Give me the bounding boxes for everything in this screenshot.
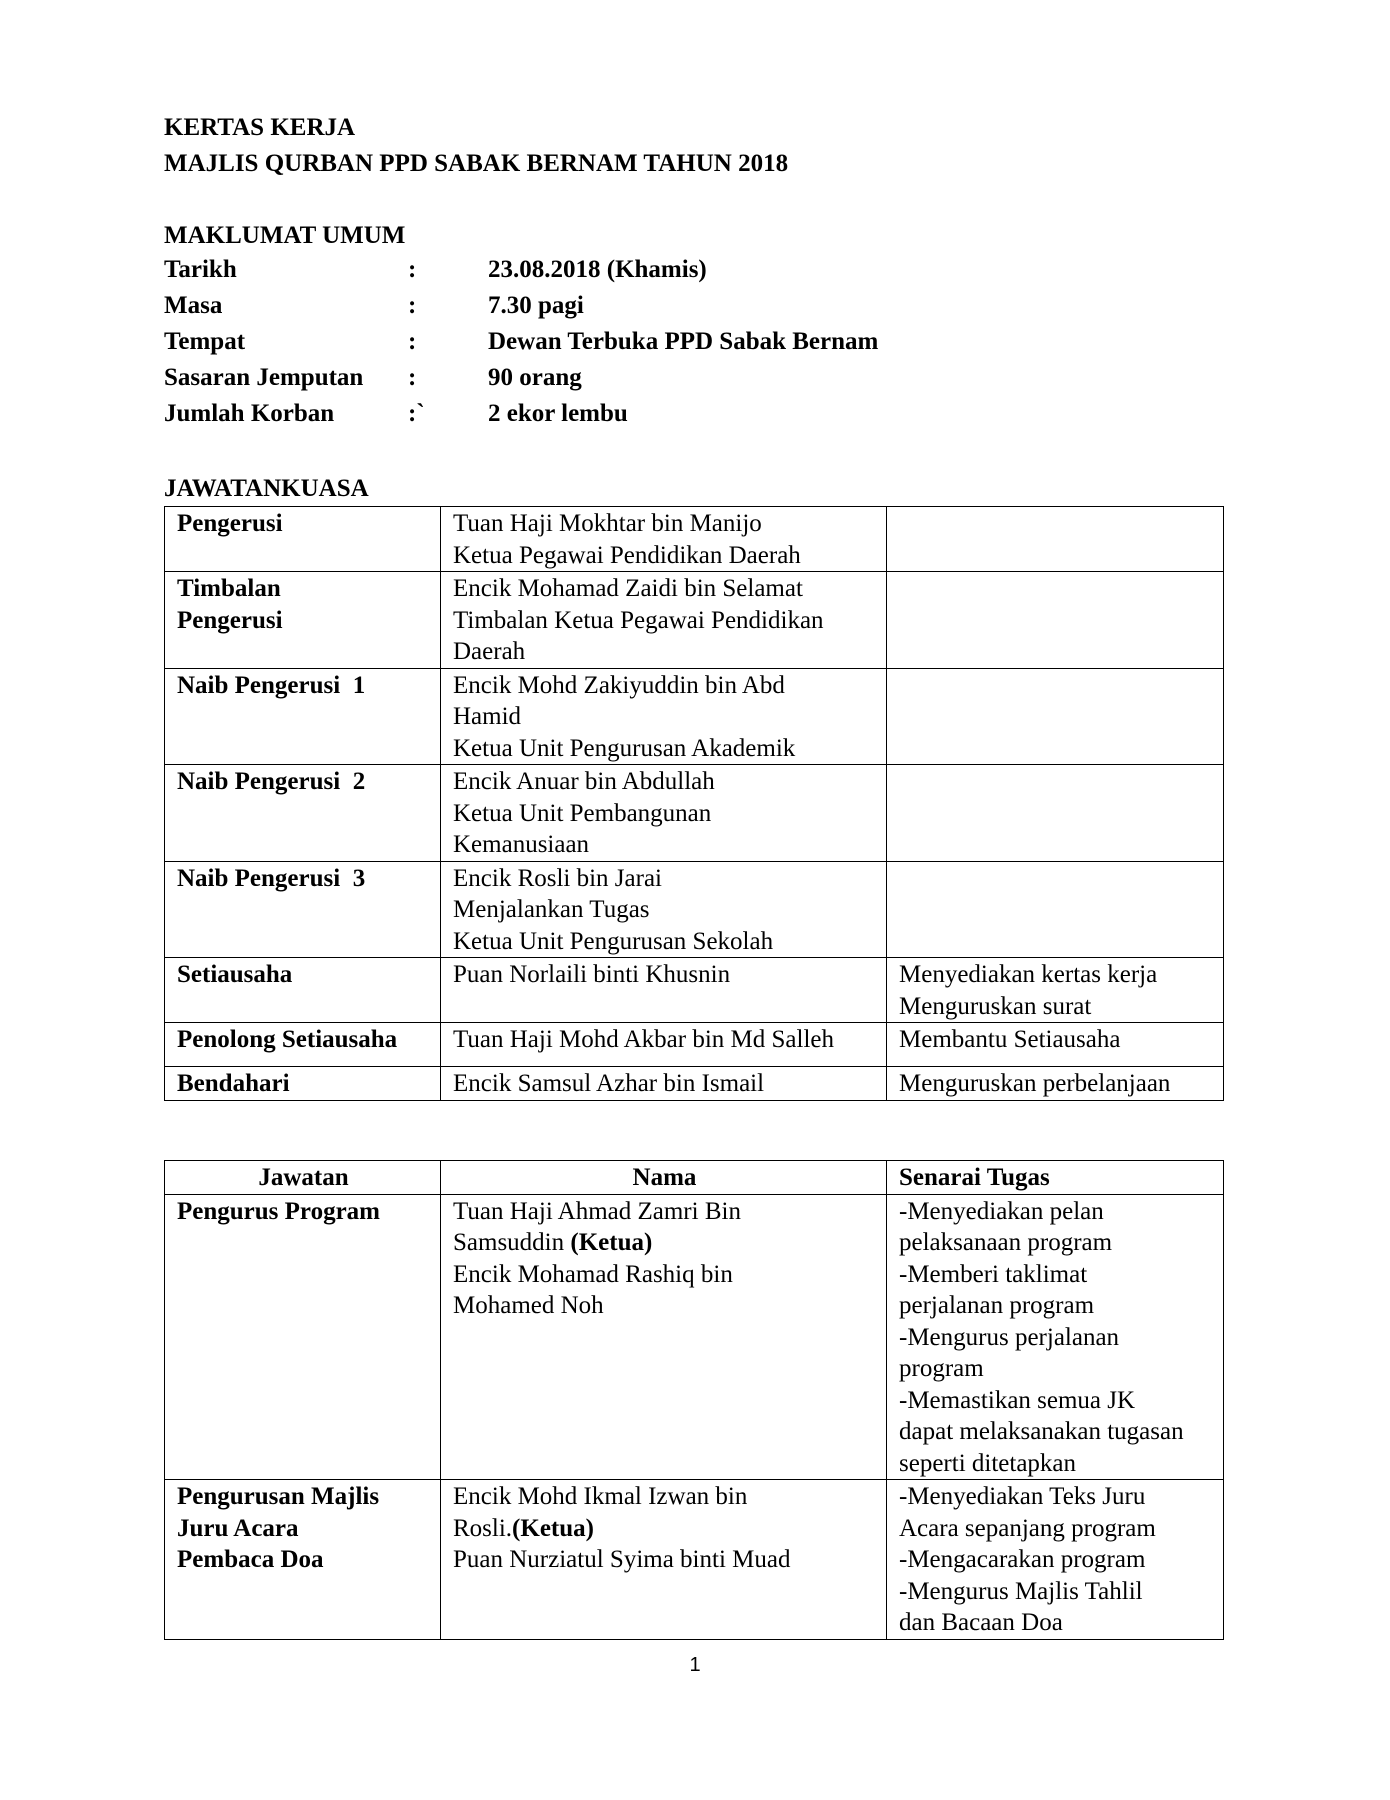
duty-line: -Mengacarakan program xyxy=(899,1546,1146,1573)
duty-line: -Memastikan semua JK xyxy=(899,1386,1136,1414)
role-line: Bendahari xyxy=(177,1070,290,1097)
name-text: Encik Mohamad Rashiq bin xyxy=(453,1260,733,1288)
duty-line: seperti ditetapkan xyxy=(899,1449,1077,1477)
name-line xyxy=(453,1513,876,1545)
committee-row xyxy=(165,765,1224,862)
role-line: Pengurus Program xyxy=(177,1197,380,1225)
name-line xyxy=(453,1544,876,1576)
name-line: Ketua Unit Pengurusan Akademik xyxy=(453,734,796,762)
page-number: 1 xyxy=(689,1654,701,1676)
name-line xyxy=(453,1227,876,1259)
duty-line: Menguruskan perbelanjaan xyxy=(899,1070,1171,1097)
committee-duty xyxy=(887,507,1224,572)
committee-name xyxy=(441,668,887,765)
role-line: Pengerusi xyxy=(177,606,283,634)
committee-table xyxy=(164,506,1224,1101)
name-line: Tuan Haji Mokhtar bin Manijo xyxy=(453,510,762,537)
duty-line: dapat melaksanakan tugasan xyxy=(899,1418,1184,1445)
role-line: Juru Acara xyxy=(177,1514,299,1542)
committee-row xyxy=(165,572,1224,669)
name-text: Tuan Haji Ahmad Zamri Bin xyxy=(453,1197,741,1225)
header-senarai-tugas: Senarai Tugas xyxy=(887,1161,1224,1195)
committee-role xyxy=(165,958,441,1023)
duty-line: dan Bacaan Doa xyxy=(899,1609,1063,1636)
info-value: 23.08.2018 (Khamis) xyxy=(488,256,707,283)
role-line: Naib Pengerusi 2 xyxy=(177,768,366,795)
committee-name xyxy=(441,958,887,1023)
committee-duty xyxy=(887,1023,1224,1067)
duty-line: pelaksanaan program xyxy=(899,1229,1113,1256)
name-line: Daerah xyxy=(453,638,526,665)
role-line: Pembaca Doa xyxy=(177,1546,324,1573)
committee-role xyxy=(165,572,441,669)
tasks-name xyxy=(441,1194,887,1480)
duty-line: -Mengurus Majlis Tahlil xyxy=(899,1577,1143,1605)
name-line: Encik Rosli bin Jarai xyxy=(453,864,662,892)
committee-duty xyxy=(887,765,1224,862)
info-row xyxy=(164,291,878,327)
general-info-table xyxy=(164,255,878,435)
info-row xyxy=(164,327,878,363)
committee-role xyxy=(165,507,441,572)
committee-duty xyxy=(887,861,1224,958)
tasks-name xyxy=(441,1480,887,1640)
info-value: 7.30 pagi xyxy=(488,292,584,319)
name-line: Tuan Haji Mohd Akbar bin Md Salleh xyxy=(453,1026,835,1053)
role-line: Timbalan xyxy=(177,575,281,602)
name-line: Encik Mohamad Zaidi bin Selamat xyxy=(453,575,803,602)
info-value: 90 orang xyxy=(488,364,582,391)
committee-role xyxy=(165,1067,441,1101)
duty-line: -Menyediakan pelan xyxy=(899,1197,1104,1225)
committee-duty xyxy=(887,572,1224,669)
header-nama: Nama xyxy=(441,1161,887,1195)
name-text: Puan Nurziatul Syima binti Muad xyxy=(453,1546,791,1573)
info-colon: :` xyxy=(408,400,425,427)
committee-row xyxy=(165,1067,1224,1101)
info-label: Tempat xyxy=(164,328,246,355)
tasks-header-row xyxy=(165,1161,1224,1195)
name-line: Encik Samsul Azhar bin Ismail xyxy=(453,1070,765,1097)
name-line: Encik Mohd Zakiyuddin bin Abd xyxy=(453,671,785,699)
tasks-role xyxy=(165,1194,441,1480)
committee-name xyxy=(441,1067,887,1101)
committee-role xyxy=(165,1023,441,1067)
ketua-label: (Ketua) xyxy=(512,1514,594,1542)
duty-line: -Menyediakan Teks Juru xyxy=(899,1483,1146,1510)
committee-name xyxy=(441,1023,887,1067)
role-line: Naib Pengerusi 3 xyxy=(177,864,366,892)
name-line xyxy=(453,1481,876,1513)
committee-name xyxy=(441,572,887,669)
name-line: Encik Anuar bin Abdullah xyxy=(453,768,715,795)
duty-line: -Mengurus perjalanan xyxy=(899,1323,1120,1351)
role-line: Setiausaha xyxy=(177,961,293,988)
info-row xyxy=(164,399,878,435)
general-info-heading: MAKLUMAT UMUM xyxy=(164,222,406,249)
name-text: Mohamed Noh xyxy=(453,1292,604,1319)
duty-line: Menguruskan surat xyxy=(899,992,1092,1020)
committee-name xyxy=(441,765,887,862)
name-line xyxy=(453,1196,876,1228)
ketua-label: (Ketua) xyxy=(570,1229,653,1256)
info-label: Jumlah Korban xyxy=(164,400,335,427)
tasks-row xyxy=(165,1480,1224,1640)
committee-role xyxy=(165,861,441,958)
tasks-row xyxy=(165,1194,1224,1480)
name-line: Puan Norlaili binti Khusnin xyxy=(453,961,731,988)
tasks-duty xyxy=(887,1194,1224,1480)
duty-line: Menyediakan kertas kerja xyxy=(899,961,1158,988)
info-label: Sasaran Jemputan xyxy=(164,364,364,391)
info-label: Tarikh xyxy=(164,256,237,283)
committee-heading: JAWATANKUASA xyxy=(164,475,369,502)
committee-name xyxy=(441,861,887,958)
committee-row xyxy=(165,958,1224,1023)
committee-duty xyxy=(887,1067,1224,1101)
info-colon: : xyxy=(408,292,417,319)
document-title: KERTAS KERJA xyxy=(164,114,356,141)
document-subtitle: MAJLIS QURBAN PPD SABAK BERNAM TAHUN 2018 xyxy=(164,150,789,177)
info-colon: : xyxy=(408,328,417,355)
info-value: Dewan Terbuka PPD Sabak Bernam xyxy=(488,328,879,355)
name-line xyxy=(453,1259,876,1291)
info-label: Masa xyxy=(164,292,223,319)
info-row xyxy=(164,255,878,291)
committee-row xyxy=(165,668,1224,765)
name-text: Rosli. xyxy=(453,1514,513,1542)
duty-line: perjalanan program xyxy=(899,1292,1095,1319)
name-text: Samsuddin xyxy=(453,1229,571,1256)
name-line: Kemanusiaan xyxy=(453,831,590,858)
committee-row xyxy=(165,507,1224,572)
name-line: Ketua Unit Pengurusan Sekolah xyxy=(453,927,774,955)
committee-row xyxy=(165,861,1224,958)
name-line xyxy=(453,1290,876,1322)
info-colon: : xyxy=(408,364,417,391)
role-line: Pengerusi xyxy=(177,510,283,537)
header-jawatan: Jawatan xyxy=(165,1161,441,1195)
role-line: Penolong Setiausaha xyxy=(177,1026,398,1053)
committee-duty xyxy=(887,958,1224,1023)
committee-role xyxy=(165,765,441,862)
info-colon: : xyxy=(408,256,417,283)
duty-line: -Memberi taklimat xyxy=(899,1260,1088,1288)
tasks-table xyxy=(164,1160,1224,1640)
name-line: Timbalan Ketua Pegawai Pendidikan xyxy=(453,606,824,634)
committee-role xyxy=(165,668,441,765)
name-line: Ketua Unit Pembangunan xyxy=(453,799,712,827)
committee-name xyxy=(441,507,887,572)
tasks-role xyxy=(165,1480,441,1640)
name-line: Hamid xyxy=(453,703,522,730)
name-text: Encik Mohd Ikmal Izwan bin xyxy=(453,1483,748,1510)
role-line: Pengurusan Majlis xyxy=(177,1483,380,1510)
committee-duty xyxy=(887,668,1224,765)
name-line: Ketua Pegawai Pendidikan Daerah xyxy=(453,541,801,569)
committee-row xyxy=(165,1023,1224,1067)
duty-line: program xyxy=(899,1355,984,1382)
info-value: 2 ekor lembu xyxy=(488,400,628,427)
name-line: Menjalankan Tugas xyxy=(453,896,650,923)
duty-line: Membantu Setiausaha xyxy=(899,1026,1121,1053)
duty-line: Acara sepanjang program xyxy=(899,1514,1156,1542)
tasks-duty xyxy=(887,1480,1224,1640)
role-line: Naib Pengerusi 1 xyxy=(177,671,366,699)
info-row xyxy=(164,363,878,399)
